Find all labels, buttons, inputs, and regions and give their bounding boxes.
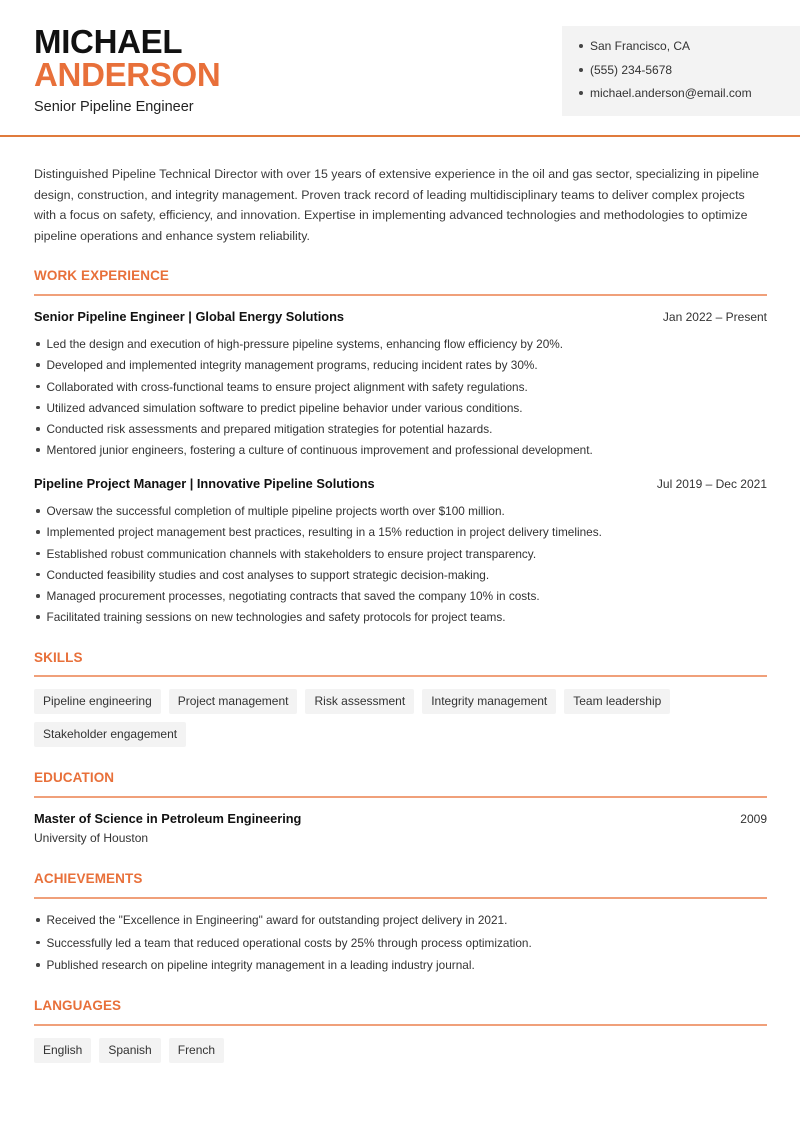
graduation-year: 2009 bbox=[740, 812, 767, 826]
skill-chip: Team leadership bbox=[564, 689, 670, 714]
skill-chip: Risk assessment bbox=[305, 689, 414, 714]
language-chip: English bbox=[34, 1038, 91, 1063]
list-item: Utilized advanced simulation software to predict pipeline behavior under various conditions. bbox=[34, 400, 767, 421]
bullet-icon bbox=[579, 44, 583, 48]
bullet-icon bbox=[36, 594, 40, 598]
bullet-icon bbox=[579, 68, 583, 72]
list-item: Conducted feasibility studies and cost analyses to support strategic decision-making. bbox=[34, 567, 767, 588]
list-item: Published research on pipeline integrity management in a leading industry journal. bbox=[34, 957, 767, 980]
contact-phone bbox=[579, 61, 800, 85]
list-item: Managed procurement processes, negotiating contracts that saved the company 10% in costs. bbox=[34, 588, 767, 609]
section-divider bbox=[34, 675, 767, 677]
job-dates: Jul 2019 – Dec 2021 bbox=[656, 477, 767, 491]
job-title-company: Senior Pipeline Engineer | Global Energy Solutions bbox=[34, 309, 345, 324]
bullet-icon bbox=[36, 448, 40, 452]
job-title-company: Pipeline Project Manager | Innovative Pipeline Solutions bbox=[34, 476, 375, 491]
job-entry-header bbox=[34, 309, 767, 324]
skill-chip: Project management bbox=[169, 689, 298, 714]
bullet-icon bbox=[36, 427, 40, 431]
section-title-education: EDUCATION bbox=[34, 770, 115, 785]
contact-box bbox=[562, 26, 800, 116]
list-item: Facilitated training sessions on new technologies and safety protocols for project teams. bbox=[34, 609, 767, 630]
bullet-icon bbox=[36, 615, 40, 619]
section-title-achievements: ACHIEVEMENTS bbox=[34, 871, 143, 886]
job-entry-header bbox=[34, 476, 767, 491]
contact-email bbox=[579, 84, 800, 108]
list-item: Collaborated with cross-functional teams to ensure project alignment with safety regulations. bbox=[34, 379, 767, 400]
bullet-icon bbox=[36, 530, 40, 534]
achievements-list bbox=[34, 912, 767, 980]
job-bullets bbox=[34, 503, 767, 631]
list-item: Conducted risk assessments and prepared mitigation strategies for potential hazards. bbox=[34, 421, 767, 442]
bullet-icon bbox=[36, 573, 40, 577]
job-bullets bbox=[34, 336, 767, 464]
degree: Master of Science in Petroleum Engineering bbox=[34, 811, 302, 826]
list-item: Implemented project management best practices, resulting in a 15% reduction in project delivery timelines. bbox=[34, 524, 767, 545]
contact-location bbox=[579, 37, 800, 61]
professional-summary: Distinguished Pipeline Technical Director with over 15 years of extensive experience in the oil and gas sector, specializing in pipeline design, construction, and integrity management. Proven track record of leading multidisciplinary teams to deliver complex projects with a focus on safety, efficiency, and innovation. Expertise in implementing advanced technologies and methodologies to optimize pipeline operations and enhance system reliability. bbox=[34, 167, 760, 244]
section-title-skills: SKILLS bbox=[34, 650, 83, 665]
bullet-icon bbox=[579, 91, 583, 95]
skill-chip: Pipeline engineering bbox=[34, 689, 161, 714]
section-divider bbox=[34, 294, 767, 296]
list-item: Mentored junior engineers, fostering a culture of continuous improvement and professional development. bbox=[34, 442, 767, 463]
bullet-icon bbox=[36, 406, 40, 410]
education-entry-header bbox=[34, 811, 767, 826]
section-divider bbox=[34, 897, 767, 899]
section-divider bbox=[34, 796, 767, 798]
bullet-icon bbox=[36, 941, 40, 945]
school-name: University of Houston bbox=[34, 831, 149, 845]
list-item: Oversaw the successful completion of multiple pipeline projects worth over $100 million. bbox=[34, 503, 767, 524]
section-title-work-experience: WORK EXPERIENCE bbox=[34, 268, 170, 283]
bullet-icon bbox=[36, 918, 40, 922]
bullet-icon bbox=[36, 963, 40, 967]
skill-chip: Stakeholder engagement bbox=[34, 722, 186, 747]
job-dates: Jan 2022 – Present bbox=[662, 310, 767, 324]
skills-list bbox=[34, 689, 767, 747]
list-item: Received the "Excellence in Engineering" award for outstanding project delivery in 2021. bbox=[34, 912, 767, 935]
email-text: michael.anderson@email.com bbox=[590, 86, 752, 100]
job-title: Senior Pipeline Engineer bbox=[34, 99, 194, 115]
list-item: Established robust communication channels with stakeholders to ensure project transparency. bbox=[34, 546, 767, 567]
location-text: San Francisco, CA bbox=[590, 39, 691, 53]
bullet-icon bbox=[36, 342, 40, 346]
list-item: Developed and implemented integrity management programs, reducing incident rates by 30%. bbox=[34, 357, 767, 378]
bullet-icon bbox=[36, 363, 40, 367]
resume-header bbox=[0, 0, 800, 137]
phone-text: (555) 234-5678 bbox=[590, 62, 673, 77]
section-divider bbox=[34, 1024, 767, 1026]
list-item: Led the design and execution of high-pressure pipeline systems, enhancing flow efficiency by 20%. bbox=[34, 336, 767, 357]
languages-list bbox=[34, 1038, 767, 1063]
list-item: Successfully led a team that reduced operational costs by 25% through process optimization. bbox=[34, 935, 767, 958]
bullet-icon bbox=[36, 552, 40, 556]
bullet-icon bbox=[36, 385, 40, 389]
language-chip: Spanish bbox=[99, 1038, 160, 1063]
last-name: ANDERSON bbox=[34, 56, 221, 93]
bullet-icon bbox=[36, 509, 40, 513]
first-name: MICHAEL bbox=[34, 23, 183, 60]
language-chip: French bbox=[169, 1038, 224, 1063]
section-title-languages: LANGUAGES bbox=[34, 998, 122, 1013]
skill-chip: Integrity management bbox=[422, 689, 556, 714]
